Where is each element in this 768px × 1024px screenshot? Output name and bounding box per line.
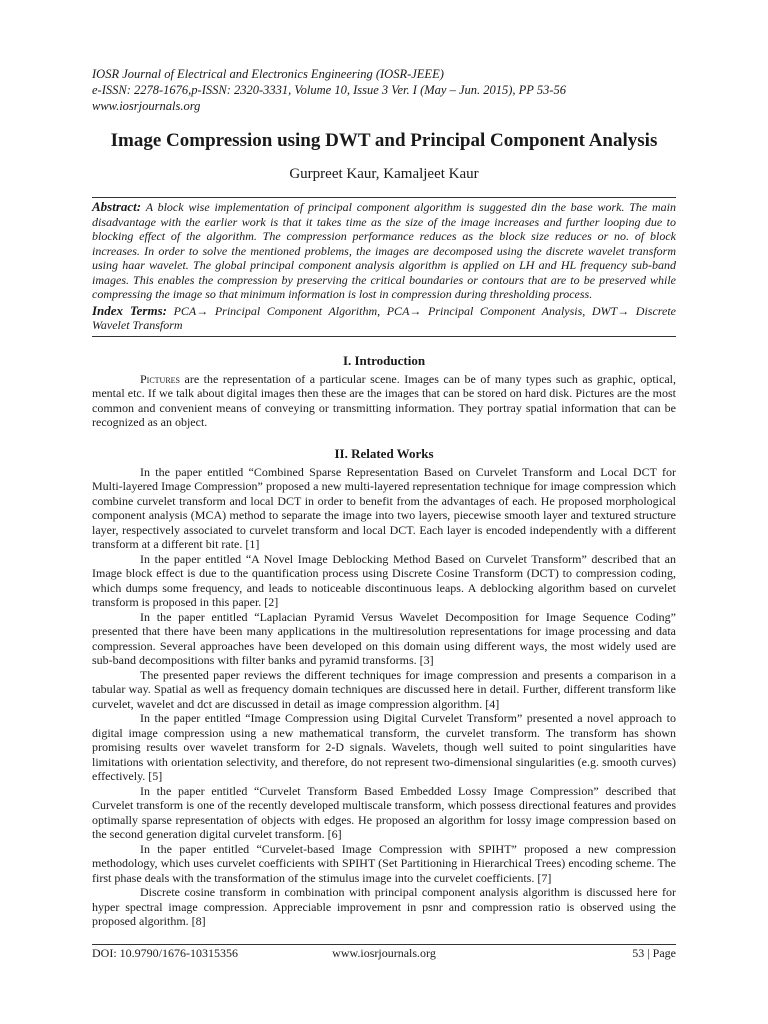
paper-title: Image Compression using DWT and Principal Component Analysis [110, 130, 658, 151]
paper-page [92, 66, 676, 929]
related-paragraph-2: In the paper entitled “A Novel Image Deblocking Method Based on Curvelet Transform” described that an Image block effect is due to the quantification process using Discrete Cosine Transform (DCT) to compression coding, which dumps some frequency, and leads to noticeable discontinuous leaps. A deblocking algorithm based on curvelet transform is proposed in this paper. [2] [92, 551, 676, 609]
index-terms: Index Terms: PCA→ Principal Component Algorithm, PCA→ Principal Component Analysis, DWT→ Discrete Wavelet Transform [92, 302, 676, 332]
related-paragraph-8: Discrete cosine transform in combination with principal component analysis algorithm is discussed here for hyper spectral image compression. Appreciable improvement in psnr and compression ratio is observed using the proposed algorithm. [8] [92, 885, 676, 928]
abstract: Abstract: A block wise implementation of principal component algorithm is suggested din the base work. The main disadvantage with the earlier work is that it takes time as the size of the image increases and further looping due to blocking effect of the algorithm. The compression performance reduces as the block size reduces or no. of block increases. In order to solve the mentioned problems, the images are decomposed using the discrete wavelet transform using haar wavelet. The global principal component analysis algorithm is applied on LH and HL frequency sub-band images. This enables the compression by preserving the critical boundaries or contours that are to be preserved while compressing the image so that minimum information is lost in compression during thresholding process. [92, 199, 676, 301]
section-heading-related-works: II. Related Works [334, 445, 434, 461]
footer-page-number: 53 | Page [632, 946, 676, 960]
related-paragraph-6: In the paper entitled “Curvelet Transform Based Embedded Lossy Image Compression” described that Curvelet transform is one of the recently developed multiscale transform, which possess directional features and provides optimally sparse representation of objects with edges. He proposed an algorithm for lossy image compression based on the second generation digital curvelet transform. [6] [92, 783, 676, 841]
abstract-label: Abstract [92, 199, 137, 214]
related-paragraph-7: In the paper entitled “Curvelet-based Image Compression with SPIHT” proposed a new compression methodology, which uses curvelet coefficients with SPIHT (Set Partitioning in Hierarchical Trees) encoding scheme. The first phase deals with the transformation of the stimulus image into the curvelet coefficients. [7] [92, 841, 676, 885]
related-paragraph-3: In the paper entitled “Laplacian Pyramid Versus Wavelet Decomposition for Image Sequence Coding” presented that there have been many applications in the multiresolution representations for image processing and data compression. Several approaches have been developed on this domain using different ways, the most widely used are sub-band decompositions with filter banks and pyramid transforms. [3] [92, 609, 676, 667]
authors: Gurpreet Kaur, Kamaljeet Kaur [289, 166, 479, 182]
intro-lead-word: Pictures [140, 371, 181, 386]
intro-paragraph [92, 372, 676, 430]
related-paragraph-5: In the paper entitled “Image Compression using Digital Curvelet Transform” presented a novel approach to digital image compression using a new mathematical transform, the curvelet transform. The transform has shown promising results over wavelet transform for 2-D signals. Wavelets, though well suited to point singularities have limitations with orientation selectivity, and therefore, do not represent two-dimensional singularities (e.g. smooth curves) effectively. [5] [92, 711, 676, 783]
index-terms-text: PCA→ Principal Component Algorithm, PCA→ Principal Component Analysis, DWT→ Discrete Wavelet Transform [92, 303, 676, 332]
journal-name: IOSR Journal of Electrical and Electronics Engineering (IOSR-JEEE) [92, 67, 444, 81]
abstract-text: A block wise implementation of principal component algorithm is suggested din the base work. The main disadvantage with the earlier work is that it takes time as the size of the image increases and further looping due to blocking effect of the algorithm. The compression performance reduces as the block size reduces or no. of block increases. In order to solve the mentioned problems, the images are decomposed using the discrete wavelet transform using haar wavelet. The global principal component analysis algorithm is applied on LH and HL frequency sub-band images. This enables the compression by preserving the critical boundaries or contours that are to be preserved while compressing the image so that minimum information is lost in compression during thresholding process. [92, 200, 676, 301]
page-footer [92, 944, 676, 961]
footer-doi: DOI: 10.9790/1676-10315356 [92, 946, 238, 960]
related-paragraph-4: The presented paper reviews the different techniques for image compression and presents a comparison in a tabular way. Spatial as well as frequency domain techniques are discussed here in detail. Further, different transform like curvelet, wavelet and dct are discussed in detail as image compression algorithm. [4] [92, 667, 676, 711]
journal-website: www.iosrjournals.org [92, 99, 201, 113]
intro-text: are the representation of a particular scene. Images can be of many types such as graphic, optical, mental etc. If we talk about digital images then these are the images that can be stored on hard disk. Pictures are the most common and convenient means of conveying or transmitting information. They portray spatial information that can be recognized as an object. [92, 371, 676, 429]
issn-line: e-ISSN: 2278-1676,p-ISSN: 2320-3331, Volume 10, Issue 3 Ver. I (May – Jun. 2015), PP 53-56 [92, 83, 566, 97]
section-heading-introduction: I. Introduction [342, 352, 426, 368]
footer-website: www.iosrjournals.org [332, 946, 436, 960]
index-terms-label: Index Terms [92, 302, 163, 318]
related-paragraph-1: In the paper entitled “Combined Sparse Representation Based on Curvelet Transform and Local DCT for Multi-layered Image Compression” proposed a new multi-layered representation technique for image compression which combine curvelet transform and local DCT in order to benefit from the advantages of each. He proposed morphological component analysis (MCA) method to separate the image into two layers, piecewise smooth layer and textured structure layer, respectively associated to curvelet transform and local DCT. Each layer is encoded independently with a different transform at a different bit rate. [1] [92, 464, 676, 551]
abstract-box [92, 197, 676, 337]
